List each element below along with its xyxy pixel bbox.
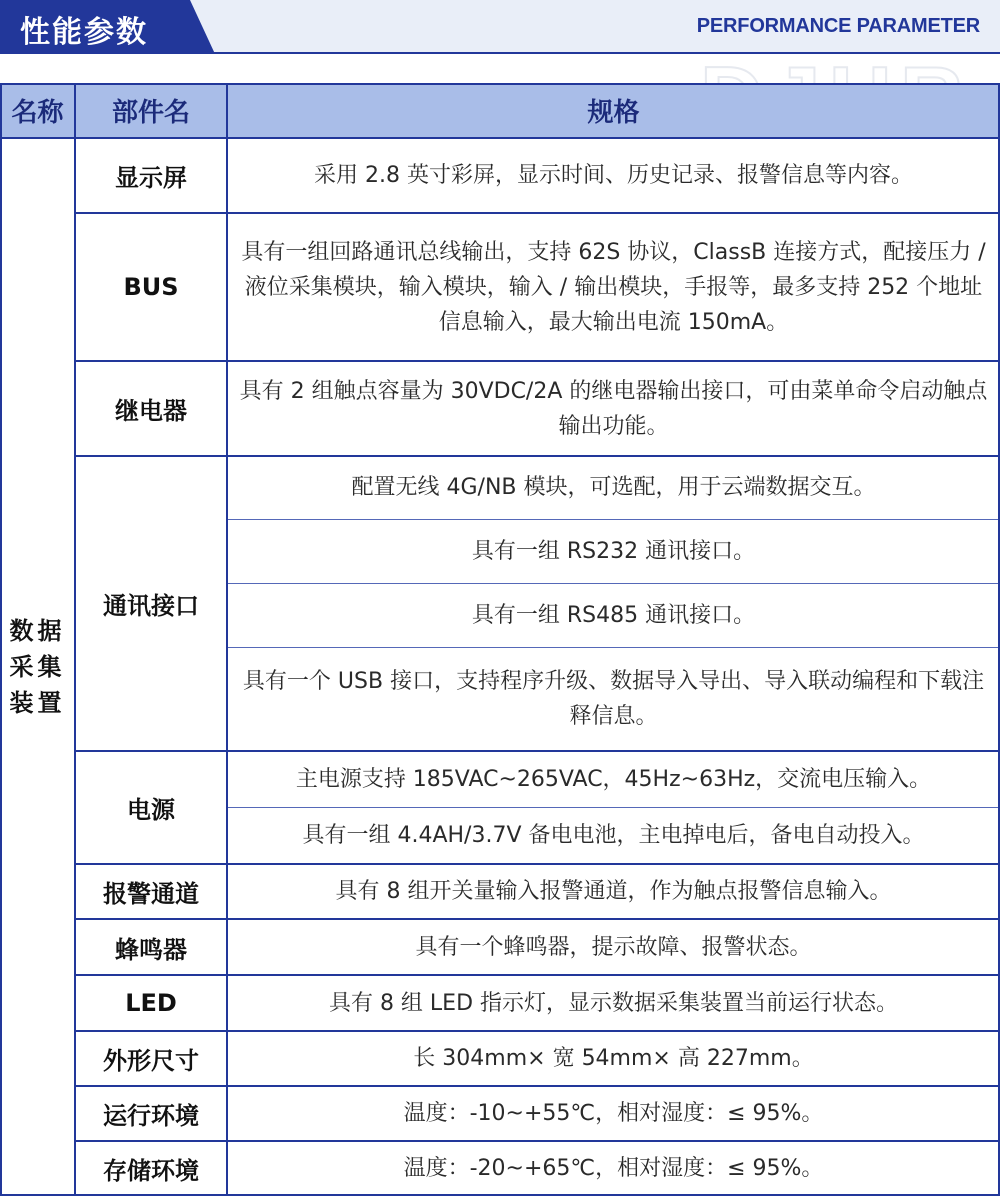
column-divider — [226, 83, 228, 1196]
spec-cell: 长 304mm× 宽 54mm× 高 227mm。 — [413, 1046, 814, 1071]
spec-cell: 具有一组回路通讯总线输出，支持 62S 协议，ClassB 连接方式，配接压力 / 液位采集模块，输入模块，输入 / 输出模块，手报等，最多支持 252 个地址信息输入，最大输出电流 150mA。 — [241, 239, 986, 335]
column-divider — [74, 83, 76, 1196]
sub-row-divider — [227, 583, 1000, 584]
spec-cell: 具有 2 组触点容量为 30VDC/2A 的继电器输出接口，可由菜单命令启动触点输出功能。 — [239, 378, 988, 439]
spec-cell: 采用 2.8 英寸彩屏，显示时间、历史记录、报警信息等内容。 — [314, 163, 913, 188]
spec-cell: 具有一个 USB 接口，支持程序升级、数据导入导出、导入联动编程和下载注释信息。 — [242, 669, 985, 729]
header-bottom-border — [0, 137, 1000, 139]
part-cell: BUS — [123, 273, 179, 301]
part-cell: 通讯接口 — [103, 592, 199, 620]
section-title: 性能参数 — [20, 15, 148, 50]
spec-cell: 温度：-10~+55℃，相对湿度：≤ 95%。 — [403, 1101, 824, 1126]
row-divider — [75, 863, 1000, 865]
part-cell: 运行环境 — [103, 1102, 199, 1130]
sub-row-divider — [227, 807, 1000, 808]
spec-cell: 配置无线 4G/NB 模块，可选配，用于云端数据交互。 — [351, 475, 876, 500]
row-divider — [75, 1140, 1000, 1142]
performance-table — [0, 83, 1000, 1196]
part-cell: 显示屏 — [115, 164, 187, 192]
device-name: 数据采集装置 — [9, 617, 66, 717]
table-top-border — [0, 83, 1000, 85]
spec-cell: 具有一组 RS485 通讯接口。 — [471, 602, 756, 628]
device-name-cell — [0, 138, 75, 1196]
sub-row-divider — [227, 647, 1000, 648]
part-cell: 继电器 — [115, 397, 187, 425]
spec-cell: 主电源支持 185VAC~265VAC，45Hz~63Hz，交流电压输入。 — [295, 766, 932, 792]
part-cell: LED — [125, 989, 177, 1017]
section-header — [0, 0, 1000, 54]
sub-row-divider — [227, 519, 1000, 520]
part-cell: 存储环境 — [103, 1157, 199, 1185]
spec-cell: 具有 8 组 LED 指示灯，显示数据采集装置当前运行状态。 — [328, 990, 899, 1016]
spec-cell: 具有一组 RS232 通讯接口。 — [471, 538, 756, 564]
row-divider — [75, 750, 1000, 752]
col-header-part: 部件名 — [75, 83, 227, 138]
spec-cell: 具有一个蜂鸣器，提示故障、报警状态。 — [415, 934, 812, 960]
col-header-spec: 规格 — [227, 83, 1000, 138]
spec-cell: 具有一组 4.4AH/3.7V 备电电池，主电掉电后，备电自动投入。 — [302, 823, 925, 848]
row-divider — [75, 918, 1000, 920]
part-cell: 外形尺寸 — [103, 1047, 199, 1075]
section-title-en: PERFORMANCE PARAMETER — [696, 15, 980, 37]
spec-cell: 温度：-20~+65℃，相对湿度：≤ 95%。 — [403, 1156, 824, 1181]
row-divider — [75, 1085, 1000, 1087]
table-bottom-border — [0, 1194, 1000, 1196]
row-divider — [75, 212, 1000, 214]
row-divider — [75, 1030, 1000, 1032]
part-cell: 蜂鸣器 — [115, 935, 187, 964]
row-divider — [75, 455, 1000, 457]
part-cell: 电源 — [127, 796, 175, 824]
row-divider — [75, 360, 1000, 362]
col-header-name: 名称 — [0, 83, 75, 138]
row-divider — [75, 974, 1000, 976]
table-left-border — [0, 83, 2, 1196]
spec-cell: 具有 8 组开关量输入报警通道，作为触点报警信息输入。 — [335, 879, 892, 904]
part-cell: 报警通道 — [103, 880, 199, 908]
